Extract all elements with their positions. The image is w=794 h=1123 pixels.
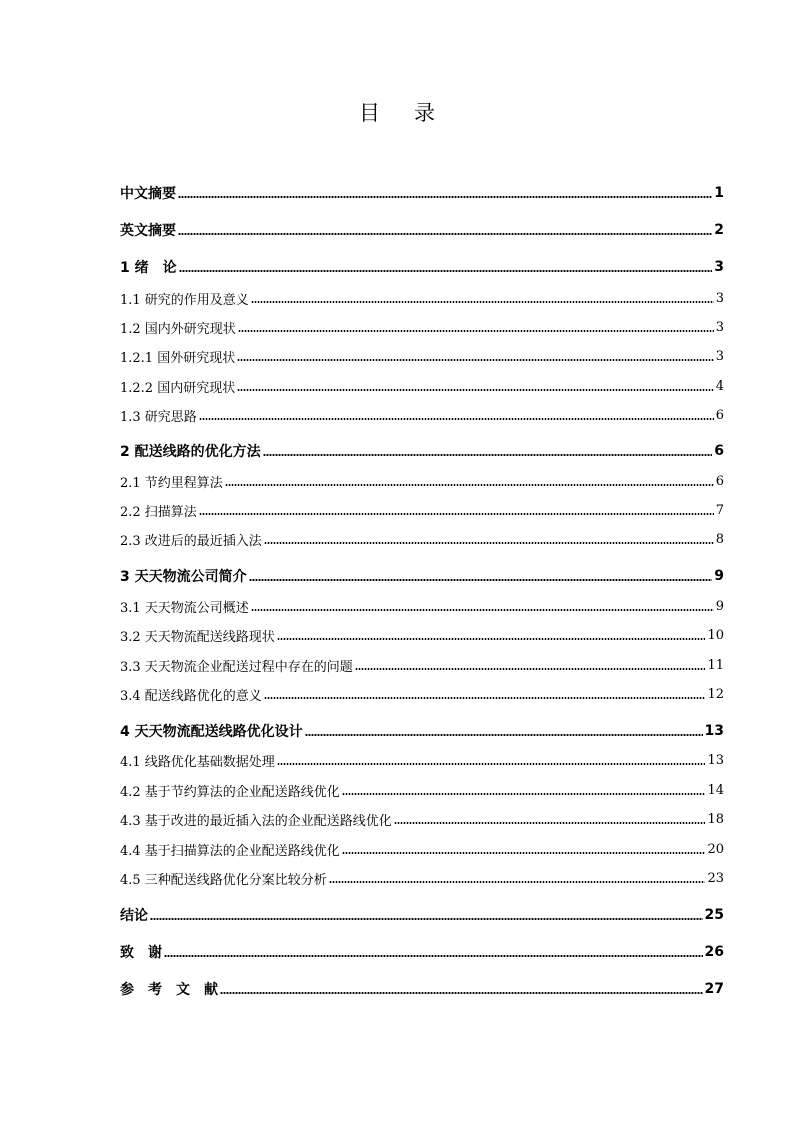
toc-entry-page-number: 2	[714, 222, 724, 238]
page-title	[0, 98, 794, 128]
toc-entry[interactable]	[120, 650, 724, 680]
toc-dot-leader	[329, 881, 706, 883]
toc-entry[interactable]	[120, 341, 724, 371]
toc-entry-page-number: 6	[714, 443, 724, 459]
toc-entry-page-number: 12	[707, 686, 724, 702]
toc-entry[interactable]	[120, 716, 724, 746]
toc-entry-page-number: 26	[704, 944, 724, 960]
toc-entry[interactable]	[120, 215, 724, 245]
toc-dot-leader	[251, 609, 714, 611]
toc-entry-label: 4.4 基于扫描算法的企业配送路线优化	[120, 843, 340, 859]
toc-entry-page-number: 8	[715, 531, 724, 547]
toc-entry[interactable]	[120, 974, 724, 1004]
toc-entry-label: 致 谢	[120, 945, 162, 961]
toc-dot-leader	[179, 270, 713, 272]
toc-dot-leader	[225, 484, 714, 486]
toc-entry[interactable]	[120, 591, 724, 621]
toc-dot-leader	[150, 918, 703, 920]
toc-entry[interactable]	[120, 436, 724, 466]
toc-entry-page-number: 6	[715, 473, 724, 489]
toc-entry-label: 2 配送线路的优化方法	[120, 444, 261, 460]
toc-entry-label: 4.3 基于改进的最近插入法的企业配送路线优化	[120, 813, 392, 829]
toc-entry-label: 4.5 三种配送线路优化分案比较分析	[120, 872, 327, 888]
toc-entry[interactable]	[120, 863, 724, 893]
toc-entry[interactable]	[120, 178, 724, 208]
toc-entry[interactable]	[120, 679, 724, 709]
toc-entry-label: 3.4 配送线路优化的意义	[120, 688, 262, 704]
toc-entry-label: 2.3 改进后的最近插入法	[120, 533, 262, 549]
toc-entry-page-number: 1	[714, 185, 724, 201]
toc-entry-page-number: 3	[715, 319, 724, 335]
toc-dot-leader	[164, 955, 703, 957]
toc-entry-page-number: 25	[704, 907, 724, 923]
toc-entry-label: 英文摘要	[120, 223, 176, 239]
title-char-2: 录	[414, 101, 435, 125]
toc-entry-label: 4.1 线路优化基础数据处理	[120, 754, 275, 770]
toc-entry-page-number: 9	[714, 568, 724, 584]
toc-entry-label: 1.2.1 国外研究现状	[120, 350, 236, 366]
toc-entry[interactable]	[120, 252, 724, 282]
toc-entry[interactable]	[120, 312, 724, 342]
toc-entry-label: 1.2.2 国内研究现状	[120, 380, 236, 396]
toc-dot-leader	[264, 542, 714, 544]
toc-entry-label: 1.1 研究的作用及意义	[120, 292, 249, 308]
toc-entry[interactable]	[120, 400, 724, 430]
toc-entry-label: 1.3 研究思路	[120, 409, 197, 425]
toc-entry-page-number: 10	[707, 627, 724, 643]
toc-entry[interactable]	[120, 466, 724, 496]
toc-entry[interactable]	[120, 937, 724, 967]
toc-entry-label: 结论	[120, 908, 148, 924]
toc-entry-label: 1 绪 论	[120, 260, 177, 276]
toc-entry-label: 4 天天物流配送线路优化设计	[120, 724, 303, 740]
toc-dot-leader	[264, 697, 706, 699]
toc-entry-page-number: 20	[707, 841, 724, 857]
toc-entry[interactable]	[120, 745, 724, 775]
toc-entry[interactable]	[120, 283, 724, 313]
toc-entry[interactable]	[120, 371, 724, 401]
toc-dot-leader	[263, 454, 713, 456]
toc-entry-label: 3.1 天天物流公司概述	[120, 600, 249, 616]
toc-dot-leader	[277, 638, 706, 640]
toc-entry[interactable]	[120, 495, 724, 525]
title-char-1: 目	[359, 101, 380, 125]
toc-dot-leader	[220, 992, 703, 994]
toc-entry[interactable]	[120, 561, 724, 591]
toc-dot-leader	[237, 359, 714, 361]
toc-entry-page-number: 9	[715, 598, 724, 614]
toc-dot-leader	[277, 763, 706, 765]
toc-entry-label: 参 考 文 献	[120, 982, 218, 998]
toc-entry[interactable]	[120, 775, 724, 805]
toc-entry-label: 3.3 天天物流企业配送过程中存在的问题	[120, 659, 353, 675]
toc-entry-label: 3 天天物流公司简介	[120, 569, 247, 585]
toc-entry-page-number: 6	[715, 407, 724, 423]
toc-entry[interactable]	[120, 834, 724, 864]
toc-entry-page-number: 3	[714, 259, 724, 275]
toc-dot-leader	[199, 513, 714, 515]
toc-entry-page-number: 14	[707, 782, 724, 798]
toc-entry-page-number: 27	[704, 981, 724, 997]
toc-entry[interactable]	[120, 524, 724, 554]
toc-dot-leader	[342, 852, 706, 854]
toc-entry-page-number: 11	[707, 657, 724, 673]
toc-dot-leader	[178, 196, 712, 198]
toc-entry-page-number: 13	[704, 723, 724, 739]
toc-entry-page-number: 23	[707, 870, 724, 886]
toc-entry[interactable]	[120, 620, 724, 650]
toc-entry-page-number: 4	[715, 378, 724, 394]
toc-dot-leader	[251, 301, 714, 303]
toc-entry[interactable]	[120, 804, 724, 834]
toc-dot-leader	[249, 579, 713, 581]
toc-dot-leader	[305, 734, 703, 736]
toc-entry-label: 2.2 扫描算法	[120, 504, 197, 520]
toc-entry-label: 中文摘要	[120, 186, 176, 202]
toc-entry-label: 2.1 节约里程算法	[120, 475, 223, 491]
toc-dot-leader	[355, 668, 706, 670]
toc-entry-page-number: 7	[715, 502, 724, 518]
toc-dot-leader	[237, 389, 714, 391]
toc-dot-leader	[199, 418, 714, 420]
toc-entry[interactable]	[120, 900, 724, 930]
toc-entry-page-number: 3	[715, 290, 724, 306]
toc-entry-page-number: 13	[707, 752, 724, 768]
toc-dot-leader	[342, 793, 706, 795]
toc-dot-leader	[178, 233, 712, 235]
toc-dot-leader	[238, 330, 714, 332]
toc-entry-label: 1.2 国内外研究现状	[120, 321, 236, 337]
toc-entry-label: 4.2 基于节约算法的企业配送路线优化	[120, 784, 340, 800]
toc-dot-leader	[394, 822, 706, 824]
toc-entry-label: 3.2 天天物流配送线路现状	[120, 629, 275, 645]
toc-entry-page-number: 3	[715, 348, 724, 364]
toc-entry-page-number: 18	[707, 811, 724, 827]
